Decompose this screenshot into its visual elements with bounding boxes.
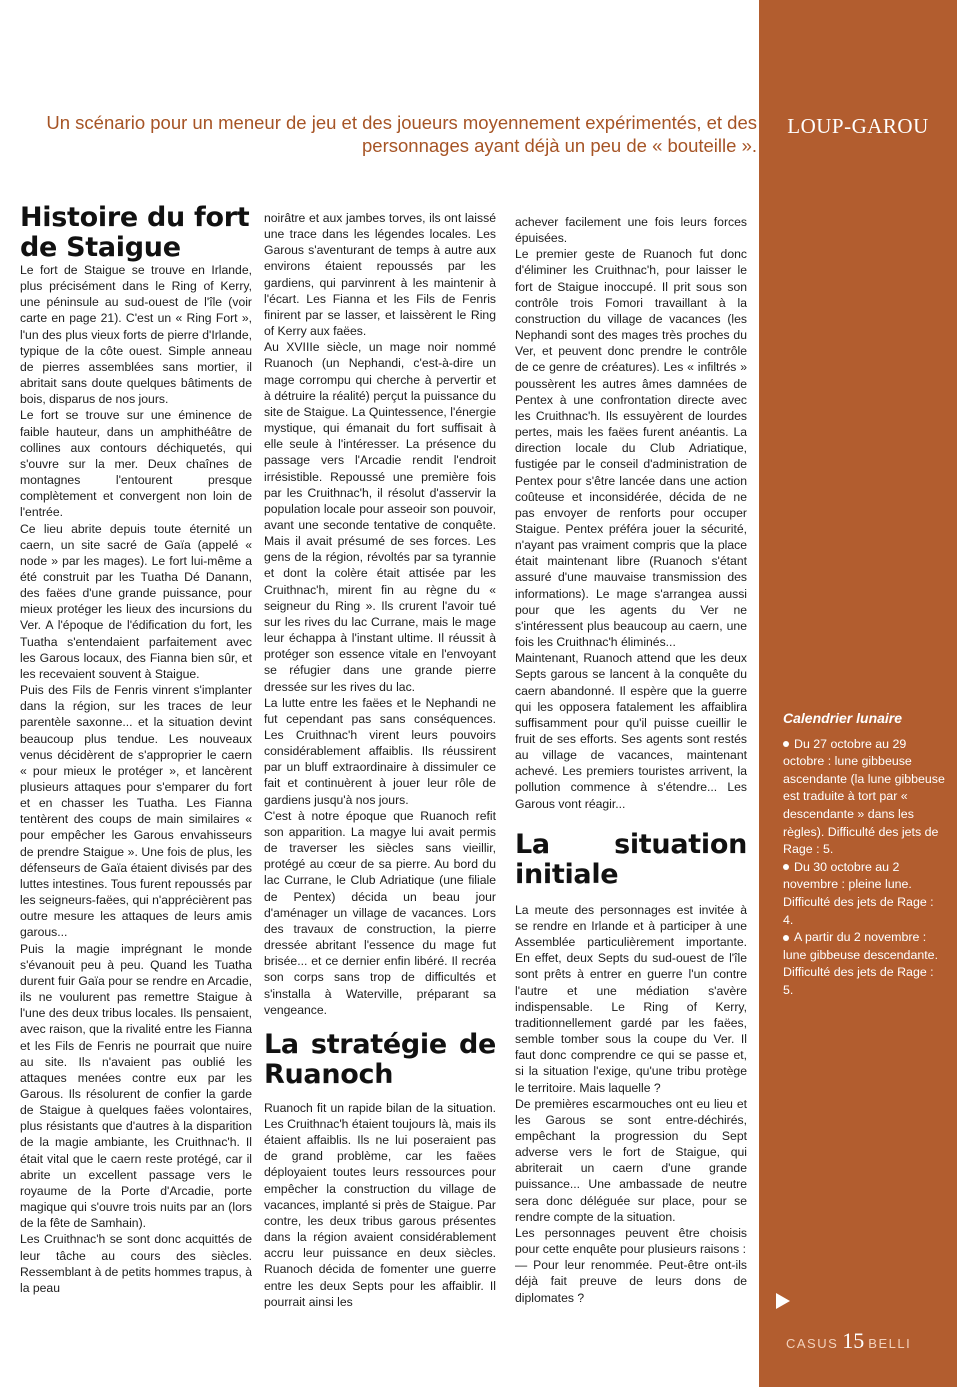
bullet-icon bbox=[783, 935, 789, 941]
page-number: 15 bbox=[842, 1328, 865, 1353]
sidebar-band bbox=[759, 0, 957, 1387]
lunar-calendar bbox=[783, 710, 945, 1000]
calendar-item bbox=[783, 859, 945, 929]
paragraph: La meute des personnages est invitée à se rendre en Irlande et à participer à une Assemblée particulièrement importante. En effet, deux Septs du sud-ouest de l'île sont prêts à entrer en guerre l'un contre l'autre et une médiation s'avère indispensable. Le Ring of Kerry, traditionnellement gardé par les faëes, semble tomber sous la coupe du Ver. Il faut donc comprendre ce qui se passe et, si la situation l'exige, qu'une tribu protège le territoire. Mais laquelle ? bbox=[515, 902, 747, 1095]
paragraph: Ruanoch fit un rapide bilan de la situation. Les Cruithnac'h étaient toujours là, mais ils étaient affaiblis. Ils ne lui poseraient pas de grand problème, car les faëes déployaient toutes leurs ressources pour empêcher la construction du village de vacances, implanté si près de Staigue. Par contre, les deux tribus garous présentes dans la région avaient considérablement accru leur puissance en deux siècles. Ruanoch décida de fomenter une guerre entre les deux Septs pour les affaiblir. Il pourrait ainsi les bbox=[264, 1100, 496, 1309]
paragraph: Le premier geste de Ruanoch fut donc d'éliminer les Cruithnac'h, pour laisser le fort de Staigue inoccupé. Il prit sous son contrôle trois Fomori travaillant à la construction du village de vacances (les Nephandi sont des mages très proches du Ver, et peuvent donc prendre le contrôle de ce genre de créatures). Les « infiltrés » poussèrent les autres âmes damnées de Pentex à une confrontation directe avec les Cruithnac'h. Ils essuyèrent de lourdes pertes, mais les faëes furent anéantis. La direction locale du Club Adriatique, fustigée par le conseil d'administration de Pentex pour s'être lancée dans une action coûteuse et inconsidérée, décida de ne pas envoyer de renforts pour occuper Staigue. Pentex préféra jouer la sécurité, n'ayant pas vraiment compris que la place était maintenant libre (Ruanoch s'étant assuré d'une mauvaise transmission des informations). Le mage s'arrangea aussi pour que les agents du Ver ne s'intéressent plus beaucoup au caern, une fois les Cruithnac'h éliminés... bbox=[515, 247, 747, 650]
intro-text: Un scénario pour un meneur de jeu et des joueurs moyennement expérimentés, et des personnages ayant déjà un peu de « bouteille ». bbox=[46, 112, 757, 156]
next-arrow-icon bbox=[776, 1293, 790, 1309]
calendar-title: Calendrier lunaire bbox=[783, 710, 903, 726]
paragraph: — Pour leur renommée. Peut-être ont-ils déjà fait preuve de leurs dons de diplomates ? bbox=[515, 1258, 747, 1305]
footer-magazine bbox=[786, 1328, 946, 1354]
bullet-icon bbox=[783, 864, 789, 870]
calendar-item-text: Du 27 octobre au 29 octobre : lune gibbeuse ascendante (la lune gibbeuse est traduite à tort par « descendante » dans les règles). Difficulté des jets de Rage : 5. bbox=[783, 736, 945, 857]
paragraph: Le fort de Staigue se trouve en Irlande, plus précisément dans le Ring of Kerry, une péninsule au sud-ouest de l'île (voir carte en page 21). C'est un « Ring Fort », l'un des plus vieux forts de pierre d'Irlande, typique de la côte ouest. Simple anneau de pierres assemblées sans mortier, il abritait sans doute quelques bâtiments de bois, disparus de nos jours. bbox=[20, 263, 252, 407]
section-label: LOUP-GAROU bbox=[787, 114, 929, 138]
footer-right: BELLI bbox=[868, 1336, 912, 1351]
paragraph: noirâtre et aux jambes torves, ils ont laissé une trace dans les légendes locales. Les Garous s'aventurant de temps à autre aux environs étaient repoussés par les gardiens, qui parvinrent à les maintenir à l'écart. Les Fianna et les Fils de Fenris finirent par se lasser, et laissèrent le Ring of Kerry aux faëes. bbox=[264, 211, 496, 339]
column-2 bbox=[264, 210, 496, 1320]
column-3 bbox=[515, 214, 747, 1324]
column-1 bbox=[20, 262, 252, 1322]
paragraph: C'est à notre époque que Ruanoch refit son apparition. La magye lui avait permis de traverser les siècles sans vieillir, protégé au cœur de sa pierre. Au bord du lac Currane, le Club Adriatique (une filiale de Pentex) décida un beau jour d'aménager un village de vacances. Lors des travaux de construction, la pierre dressée abritant l'essence du mage fut brisée... et ce dernier enfin libéré. Il recréa son corps sans trop de difficultés et s'installa à Waterville, préparant sa vengeance. bbox=[264, 808, 496, 1017]
paragraph: Au XVIIIe siècle, un mage noir nommé Ruanoch (un Nephandi, c'est-à-dire un mage corrompu qui cherche à pervertir et à détruire la réalité) perçut la puissance du site de Staigue. La Quintessence, l'énergie mystique, qui émanait du fort suffisait à elle seule à l'intéresser. La présence du passage vers l'Arcadie rendit l'endroit irrésistible. Repoussé une première fois par les Cruithnac'h, il résolut d'asservir la population locale pour asseoir son pouvoir, avant une seconde tentative de conquête. Mais il avait présumé de ses forces. Les gens de la région, révoltés par sa tyrannie et dont la colère était attisée par les Cruithnac'h, mirent fin au règne du « seigneur du Ring ». Ils crurent l'avoir tué sur les rives du lac Currane, mais le mage leur échappa à l'instant ultime. Il réussit à protéger son essence vitale en l'envoyant se réfugier dans une grande pierre dressée sur les rives du lac. bbox=[264, 340, 496, 694]
paragraph: Ce lieu abrite depuis toute éternité un caern, un site sacré de Gaïa (appelé « node » par les mages). Le fort lui-même a été construit par les Tuatha Dé Danann, des faëes d'une grande puissance, pour mieux protéger les lieux des incursions du Ver. A l'époque de l'édification du fort, les Tuatha s'entendaient parfaitement avec les Garous locaux, des Fianna bien sûr, et les recevaient souvent à Staigue. bbox=[20, 521, 252, 681]
calendar-item-text: A partir du 2 novembre : lune gibbeuse descendante. Difficulté des jets de Rage : 5. bbox=[783, 930, 939, 997]
calendar-item bbox=[783, 736, 945, 859]
paragraph: Les personnages peuvent être choisis pour cette enquête pour plusieurs raisons : bbox=[515, 1225, 747, 1257]
footer-left: CASUS bbox=[786, 1336, 839, 1351]
heading-situation: La situation initiale bbox=[515, 828, 747, 890]
paragraph: De premières escarmouches ont eu lieu et les Garous se sont entre-déchirés, empêchant la progression du Sept adverse vers le fort de Staigue, qui abriterait un caern d'une grande puissance... Une ambassade de neutre sera donc déléguée sur place, pour se rendre compte de la situation. bbox=[515, 1096, 747, 1224]
paragraph: Maintenant, Ruanoch attend que les deux Septs garous se lancent à la conquête du caern abandonné. Il espère que la guerre qui les opposera fatalement les affaiblira suffisamment pour qu'il puisse cueillir le fruit de ses efforts. Ses agents sont restés au village de vacances, maintenant achevé. Les premiers touristes arrivent, la pollution commence à s'étendre... Les Garous vont réagir... bbox=[515, 651, 747, 811]
paragraph: La lutte entre les faëes et le Nephandi ne fut cependant pas sans conséquences. Les Cruithnac'h virent leurs pouvoirs considérablement affaiblis. Ils réussirent par un bluff extraordinaire à dissimuler ce fait et continuèrent à jouer leur rôle de gardiens jusqu'à nos jours. bbox=[264, 695, 496, 807]
bullet-icon bbox=[783, 741, 789, 747]
paragraph: Puis des Fils de Fenris vinrent s'implanter dans la région, sur les traces de leur parentèle saxonne... et la situation devint beaucoup plus tendue. Les nouveaux venus décidèrent de s'approprier le caern « pour mieux le protéger », et lancèrent plusieurs attaques pour s'emparer du fort et en chasser les Tuatha. Les Fianna tentèrent des coups de main similaires « pour empêcher les Garous envahisseurs de prendre Staigue ». Une fois de plus, les défenseurs de Gaïa étaient divisés par des luttes intestines. Tous furent repoussés par les seigneurs-faëes, qui n'apprécièrent pas outre mesure les attaques de leurs amis garous... bbox=[20, 683, 252, 940]
paragraph: Les Cruithnac'h se sont donc acquittés de leur tâche au cours des siècles. Ressemblant à de petits hommes trapus, à la peau bbox=[20, 1232, 252, 1295]
heading-strategie: La stratégie de Ruanoch bbox=[264, 1028, 496, 1090]
paragraph: Puis la magie imprégnant le monde s'évanouit peu à peu. Quand les Tuatha durent fuir Gaïa pour se rendre en Arcadie, ils ne voulurent pas remettre Staigue à l'une des deux tribus locales. Ils pensaient, avec raison, que la rivalité entre les Fianna et les Fils de Fenris ne pourrait que nuire au site. Ils n'avaient pas oublié les attaques menées contre eux par les Garous. Ils résolurent de confier la garde de Staigue à quelques faëes volontaires, plus résistants que d'autres à la disparition de la magie ambiante, les Cruithnac'h. Il était vital que le caern reste protégé, car il abrite un excellent passage vers le royaume de la Porte d'Arcadie, porte magique qui s'ouvre trois nuits par an (lors de la fête de Samhain). bbox=[20, 941, 252, 1231]
calendar-item bbox=[783, 929, 945, 999]
calendar-item-text: Du 30 octobre au 2 novembre : pleine lune. Difficulté des jets de Rage : 4. bbox=[783, 859, 934, 927]
heading-histoire: Histoire du fort de Staigue bbox=[20, 202, 250, 263]
paragraph: achever facilement une fois leurs forces épuisées. bbox=[515, 215, 747, 246]
paragraph: Le fort se trouve sur une éminence de faible hauteur, dans un amphithéâtre de collines aux contours déchiquetés, qui s'ouvre sur la mer. Deux chaînes de montagnes l'entourent presque complètement et convergent non loin de l'entrée. bbox=[20, 408, 252, 520]
